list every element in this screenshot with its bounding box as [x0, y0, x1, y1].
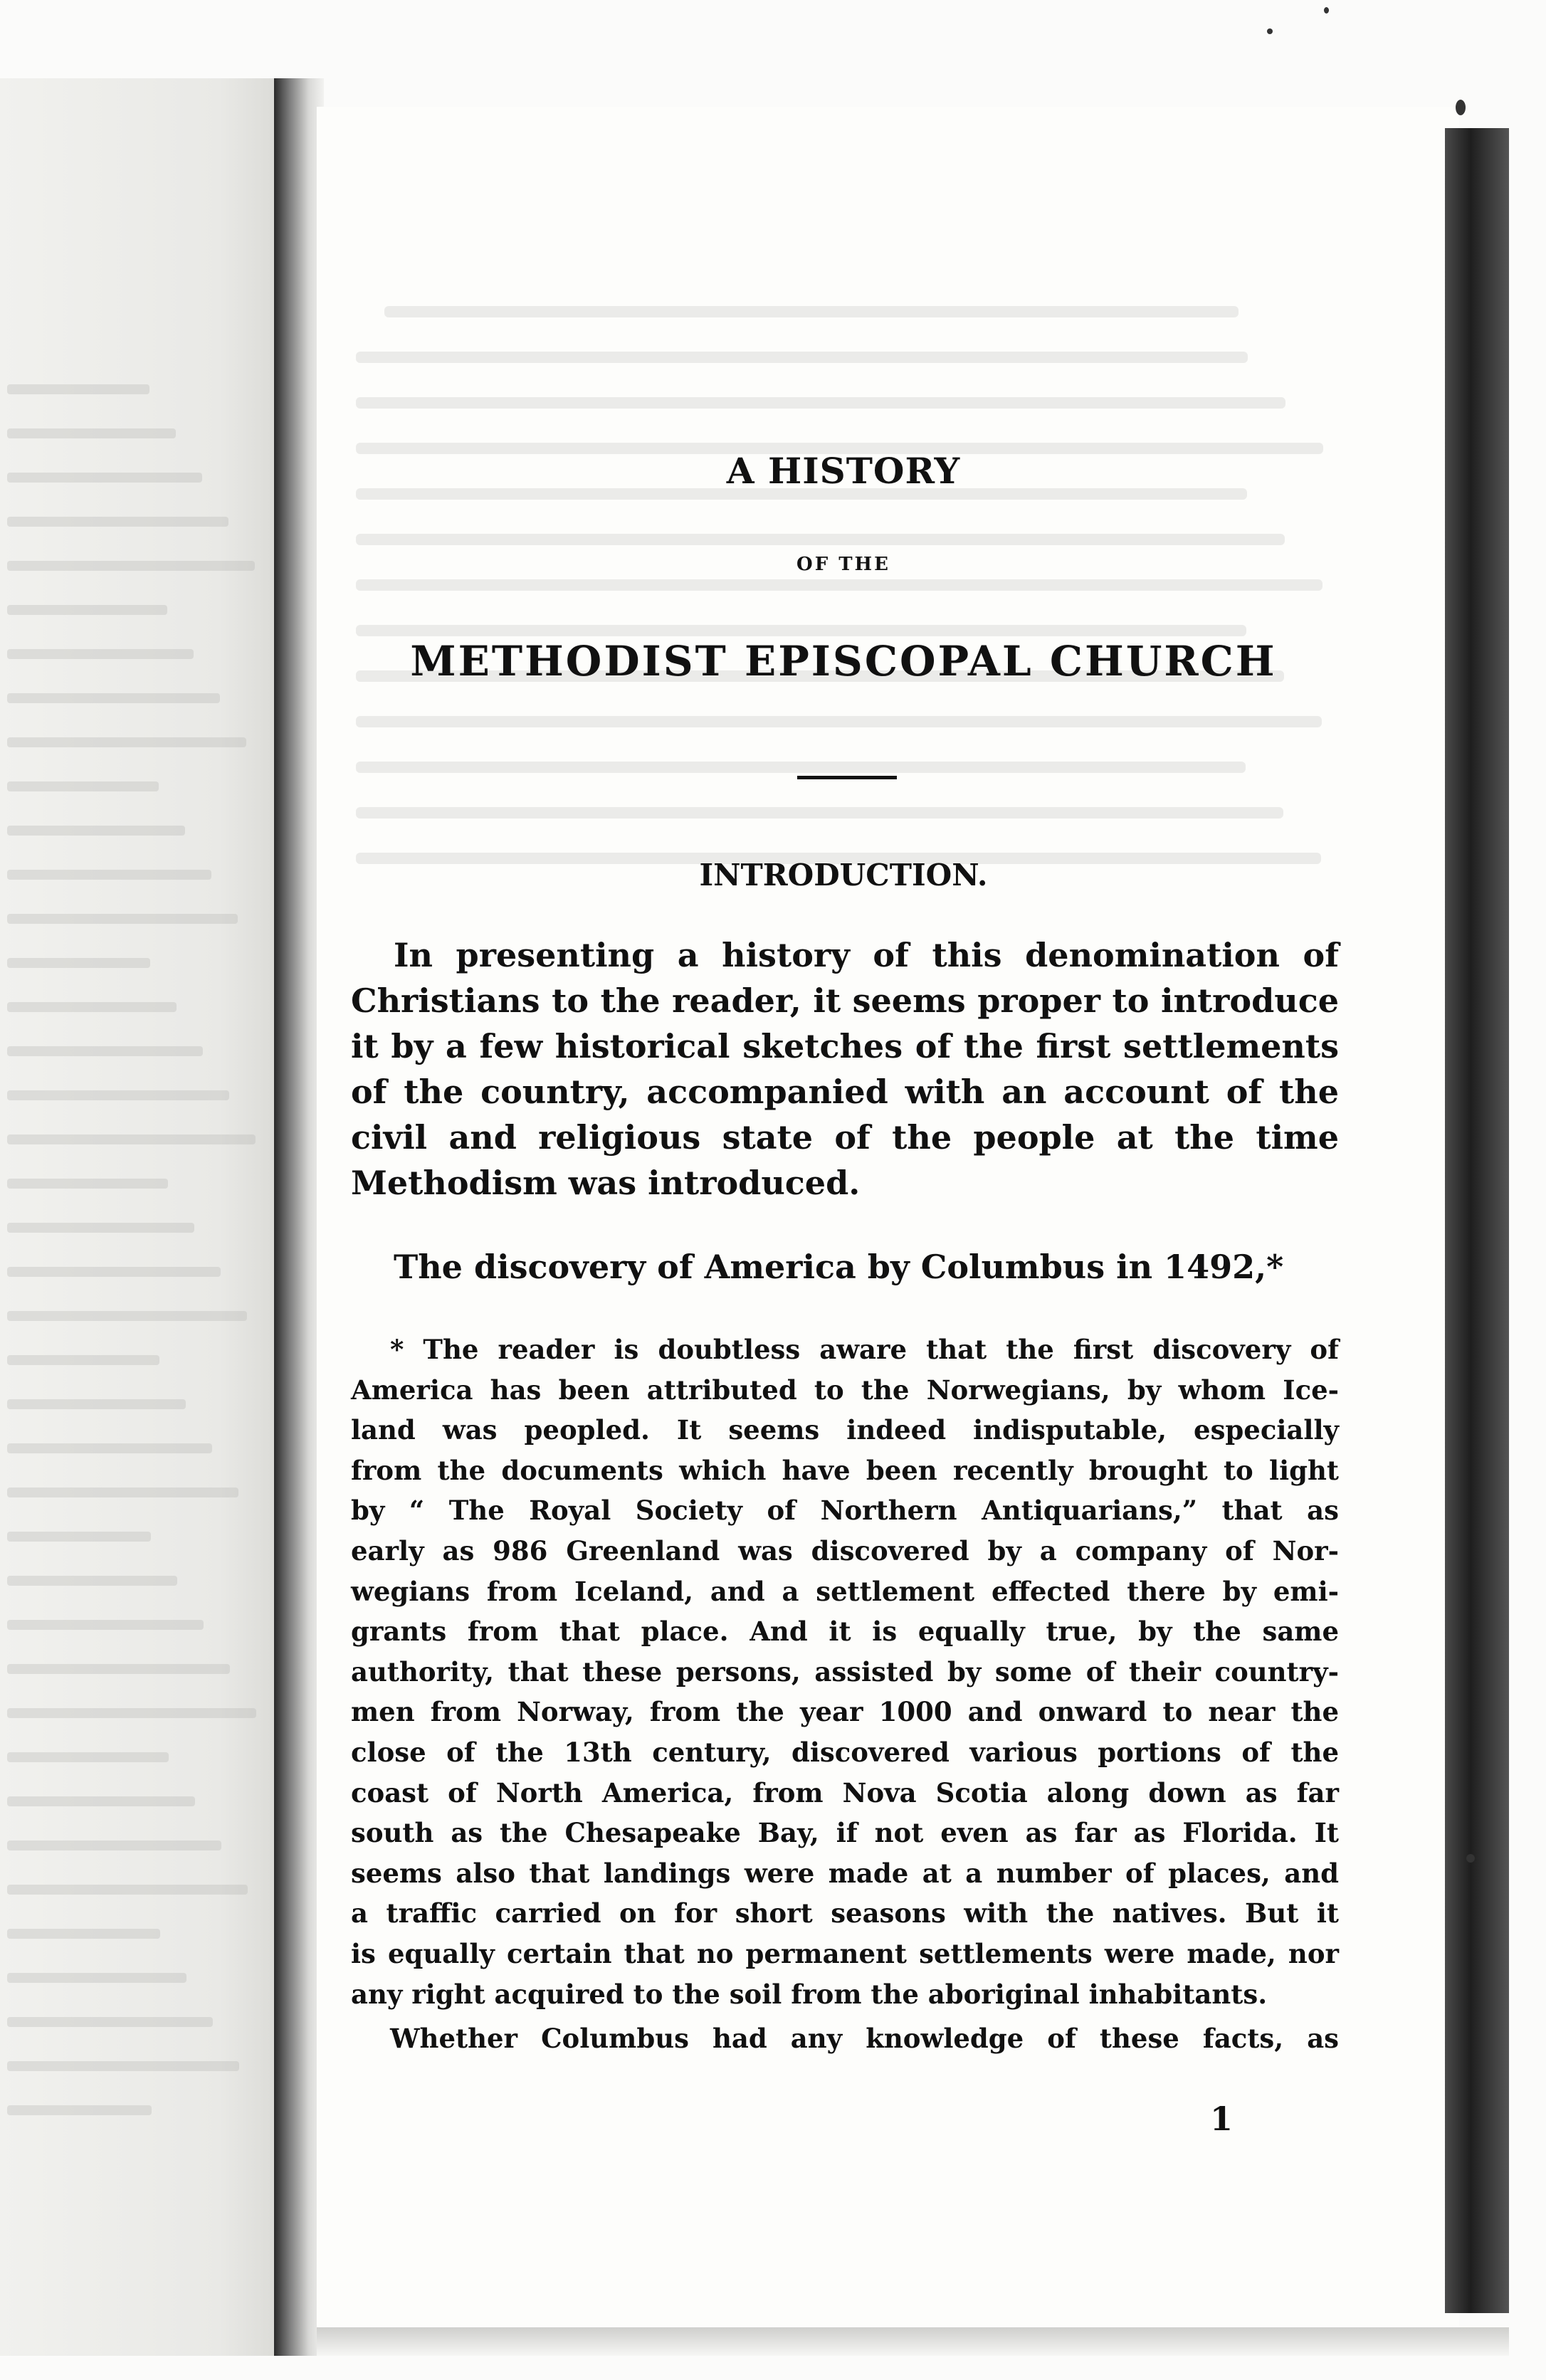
bleed-line: [7, 1488, 238, 1497]
paragraph-line: Methodism was introduced.: [351, 1164, 861, 1202]
footnote-line: America has been attributed to the Norwegians, by whom Ice-: [351, 1374, 1339, 1406]
bleed-line: [7, 737, 246, 747]
title-connector: OF THE: [796, 554, 890, 575]
bleed-line: [7, 649, 194, 659]
bleed-line: [7, 1885, 248, 1895]
bleed-line: [7, 693, 220, 703]
footnote-line: authority, that these persons, assisted by some of their country-: [351, 1655, 1339, 1687]
paragraph-line: civil and religious state of the people at the time: [351, 1118, 1339, 1157]
footnote-line: from the documents which have been recently brought to light: [351, 1454, 1339, 1486]
bleed-line: [7, 1179, 168, 1189]
footnote-line: coast of North America, from Nova Scotia along down as far: [351, 1776, 1339, 1808]
page-edge-bottom: [317, 2327, 1509, 2356]
footnote-continuation: Whether Columbus had any knowledge of these facts, as: [390, 2023, 1339, 2055]
footnote: [351, 1329, 1339, 2059]
bleed-line: [7, 826, 185, 836]
title-church-name: METHODIST EPISCOPAL CHURCH: [410, 637, 1277, 685]
page-edge-right: [1445, 128, 1509, 2313]
paragraph-line: it by a few historical sketches of the first settlements: [351, 1027, 1339, 1065]
section-heading: INTRODUCTION.: [699, 858, 988, 892]
bleed-line: [356, 625, 1246, 636]
footnote-line: early as 986 Greenland was discovered by a company of Nor-: [351, 1534, 1339, 1567]
bleed-line: [356, 352, 1248, 363]
footnote-line: men from Norway, from the year 1000 and onward to near the: [351, 1696, 1339, 1728]
bleed-line: [7, 1223, 194, 1233]
scan-speck: [1466, 1854, 1475, 1863]
bleed-line: [7, 1002, 177, 1012]
bleed-line: [7, 2061, 239, 2071]
paragraph-2: [351, 1244, 1339, 1290]
footnote-line: a traffic carried on for short seasons with the natives. But it: [351, 1897, 1339, 1929]
bleed-line: [356, 579, 1322, 591]
paragraph-line: In presenting a history of this denomination of: [394, 936, 1339, 974]
footnote-line: any right acquired to the soil from the aboriginal inhabitants.: [351, 1978, 1268, 2010]
bleed-line: [7, 1311, 247, 1321]
scan-speck: [1456, 100, 1466, 115]
footnote-line: south as the Chesapeake Bay, if not even as far as Florida. It: [351, 1817, 1339, 1849]
bleed-line: [7, 1929, 160, 1939]
bleed-line: [7, 473, 202, 483]
title-rule: [797, 776, 897, 779]
bleed-line: [7, 1841, 221, 1850]
scan-speck: [1324, 7, 1329, 14]
footnote-line: wegians from Iceland, and a settlement effected there by emi-: [351, 1575, 1339, 1607]
bleed-line: [7, 870, 211, 880]
bleed-line: [7, 1532, 151, 1542]
footnote-line: grants from that place. And it is equally true, by the same: [351, 1616, 1339, 1648]
facing-page-bleed-through: [0, 78, 270, 2285]
footnote-line: * The reader is doubtless aware that the first discovery of: [390, 1334, 1339, 1365]
paragraph-1: [351, 932, 1339, 1206]
bleed-line: [7, 1355, 159, 1365]
bleed-line: [7, 517, 228, 527]
bleed-line: [7, 2105, 152, 2115]
paragraph-line: Christians to the reader, it seems proper to introduce: [351, 981, 1339, 1020]
bleed-line: [7, 561, 255, 571]
bleed-line: [7, 1973, 186, 1983]
bleed-line: [356, 397, 1285, 409]
bleed-line: [7, 1443, 212, 1453]
bleed-line: [356, 716, 1322, 727]
bleed-line: [7, 1664, 230, 1674]
footnote-line: close of the 13th century, discovered various portions of the: [351, 1736, 1339, 1768]
bleed-line: [7, 1134, 256, 1144]
bleed-line: [7, 2017, 213, 2027]
bleed-line: [7, 1620, 204, 1630]
bleed-line: [7, 781, 159, 791]
reverse-side-bleed-through: [356, 306, 1324, 947]
bleed-line: [7, 605, 167, 615]
bleed-line: [7, 958, 150, 968]
bleed-line: [7, 1399, 186, 1409]
bleed-line: [356, 807, 1283, 818]
title-a-history: A HISTORY: [726, 450, 961, 492]
footnote-line: is equally certain that no permanent settlements were made, nor: [351, 1937, 1339, 1969]
bleed-line: [7, 1708, 256, 1718]
bleed-line: [7, 1752, 169, 1762]
bleed-line: [384, 306, 1239, 317]
footnote-line: land was peopled. It seems indeed indisputable, especially: [351, 1414, 1339, 1446]
paragraph-line: of the country, accompanied with an account of the: [351, 1073, 1339, 1111]
bleed-line: [7, 1046, 203, 1056]
footnote-line: by “ The Royal Society of Northern Antiquarians,” that as: [351, 1495, 1339, 1527]
bleed-line: [356, 762, 1246, 773]
bleed-line: [7, 384, 149, 394]
bleed-line: [356, 534, 1285, 545]
bleed-line: [7, 1796, 195, 1806]
bleed-line: [7, 1090, 229, 1100]
bleed-line: [7, 428, 176, 438]
page-number: 1: [1210, 2100, 1234, 2138]
footnote-line: seems also that landings were made at a number of places, and: [351, 1857, 1339, 1889]
paragraph-line: The discovery of America by Columbus in 1492,*: [394, 1248, 1284, 1286]
bleed-line: [7, 914, 238, 924]
scan-speck: [1267, 28, 1273, 34]
bleed-line: [7, 1576, 177, 1586]
bleed-line: [7, 1267, 221, 1277]
